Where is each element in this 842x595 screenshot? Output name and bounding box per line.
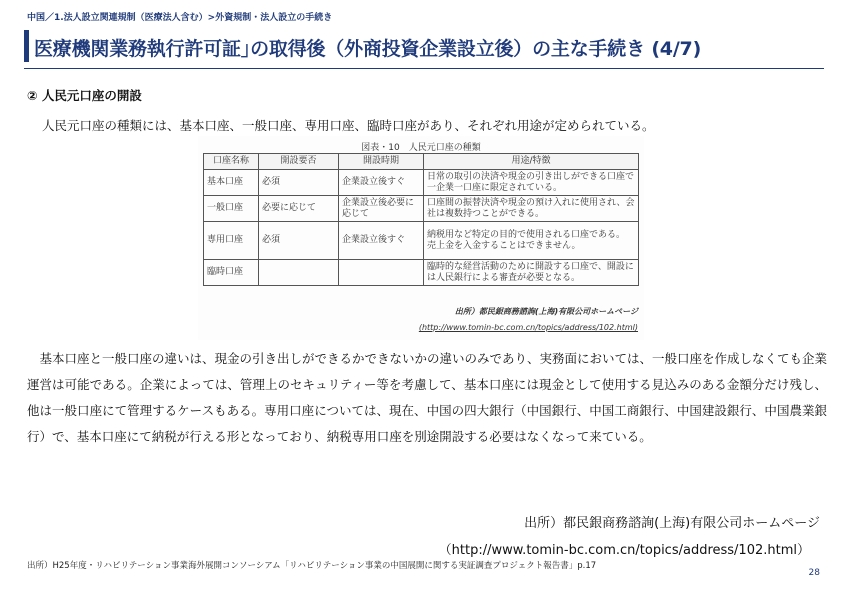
need-cell: 必須 [259,222,339,260]
page-title: 医療機関業務執行許可証｣の取得後（外商投資企業設立後）の主な手続き (4/7) [34,38,702,60]
table-header-row [204,154,639,170]
table-row [204,260,639,286]
need-cell: 必要に応じて [259,196,339,222]
timing-cell [339,260,424,286]
breadcrumb: 中国／1.法人設立関連規制（医療法人含む）>外資規制・法人設立の手続き [27,13,333,23]
table-row [204,196,639,222]
table-row [204,170,639,196]
usage-special-note: 売上金を入金することはできません。 [427,240,581,251]
column-header: 開設時期 [339,154,424,170]
usage-cell [424,222,639,260]
table-row [204,222,639,260]
account-types-table [203,153,639,286]
timing-cell: 企業設立後すぐ [339,222,424,260]
account-name-cell: 専用口座 [204,222,259,260]
figure-source-org: 出所）都民銀商務諮詢(上海)有限公司ホームページ [454,307,638,316]
figure-source-url: (http://www.tomin-bc.com.cn/topics/address/102.html) [418,323,638,332]
usage-cell: 日常の取引の決済や現金の引き出しができる口座で一企業一口座に限定されている。 [424,170,639,196]
usage-cell: 臨時的な経営活動のために開設する口座で、開設には人民銀行による審査が必要となる。 [424,260,639,286]
footnote: 出所）H25年度・リハビリテーション事業海外展開コンソーシアム「リハビリテーション事業の中国展開に関する実証調査プロジェクト報告書」p.17 [27,561,597,571]
column-header: 用途/特徴 [424,154,639,170]
page-number: 28 [808,568,820,578]
usage-cell: 口座間の振替決済や現金の預け入れに使用され、会社は複数持つことができる。 [424,196,639,222]
usage-text: 納税用など特定の目的で使用される口座である。 [427,229,626,240]
source-line-url: （http://www.tomin-bc.com.cn/topics/address/102.html） [438,543,810,558]
timing-cell: 企業設立後すぐ [339,170,424,196]
account-name-cell: 臨時口座 [204,260,259,286]
need-cell: 必須 [259,170,339,196]
section-intro: 人民元口座の種類には、基本口座、一般口座、専用口座、臨時口座があり、それぞれ用途が定められている。 [42,118,655,133]
column-header: 口座名称 [204,154,259,170]
section-heading: ② 人民元口座の開設 [27,88,142,103]
account-name-cell: 一般口座 [204,196,259,222]
title-divider [24,68,824,69]
timing-cell: 企業設立後必要に応じて [339,196,424,222]
need-cell [259,260,339,286]
body-paragraph: 基本口座と一般口座の違いは、現金の引き出しができるかできないかの違いのみであり、実務面においては、一般口座を作成しなくても企業運営は可能である。企業によっては、管理上のセキュリティー等を考慮して、基本口座には現金として使用する見込みのある金額分だけ残し、他は一般口座にて管理するケースもある。専用口座については、現在、中国の四大銀行（中国銀行、中国工商銀行、中国建設銀行、中国農業銀行）で、基本口座にて納税が行える形となっており、納税専用口座を別途開設する必要はなくなって来ている。 [27,351,828,444]
title-accent-bar [24,30,29,62]
account-types-figure [198,136,644,340]
account-name-cell: 基本口座 [204,170,259,196]
body-text [27,346,827,450]
source-line-org: 出所）都民銀商務諮詢(上海)有限公司ホームページ [524,516,820,531]
figure-caption: 図表・10 人民元口座の種類 [361,143,481,153]
column-header: 開設要否 [259,154,339,170]
